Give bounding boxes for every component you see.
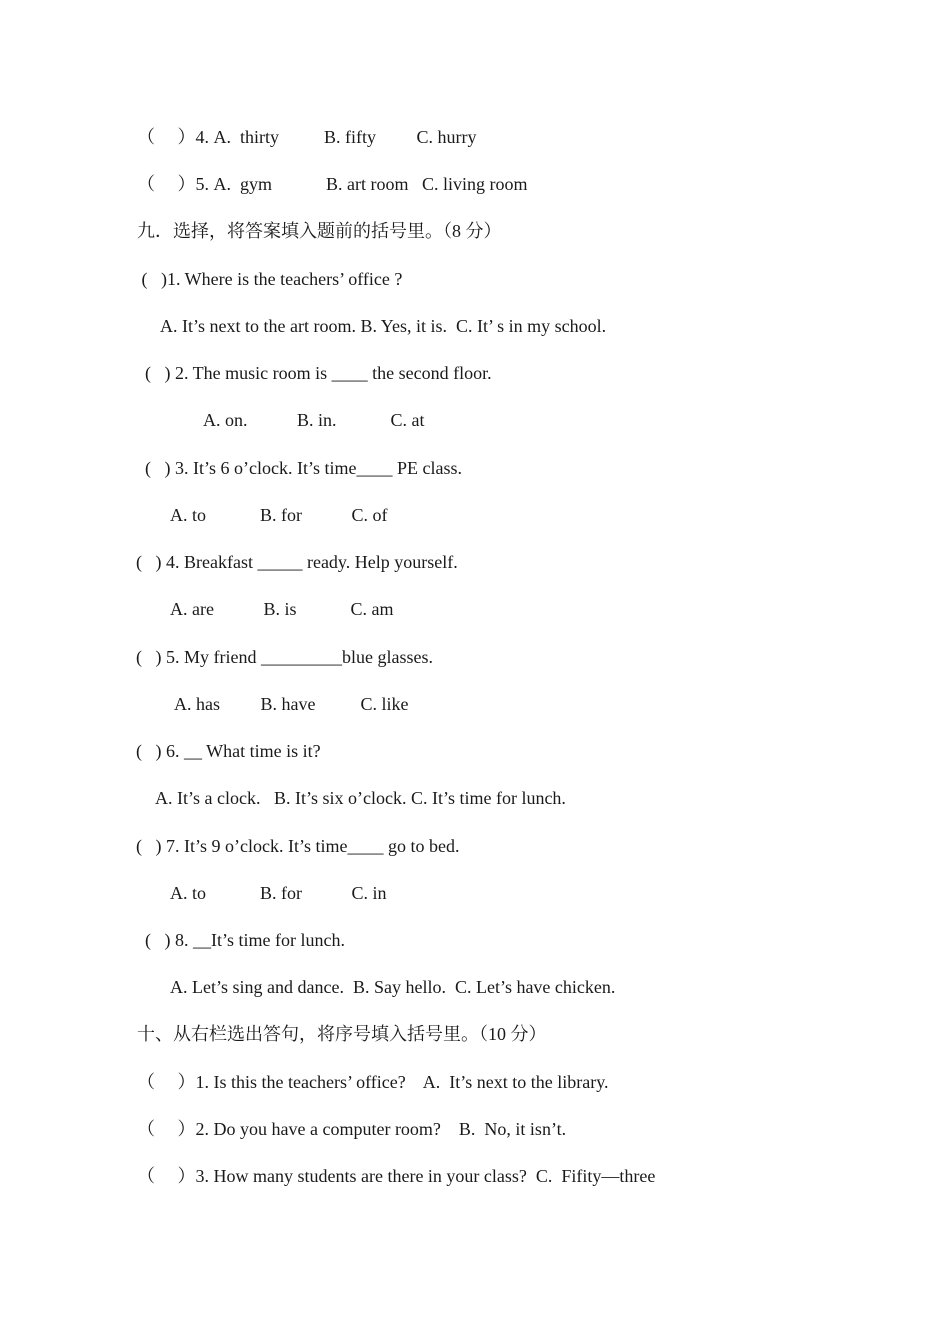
q8-item-4: （ ）4. A. thirty B. fifty C. hurry [137,127,477,147]
section-9-heading: 九．选择，将答案填入题前的括号里。（8 分） [137,221,502,241]
q9-5-question: ( ) 5. My friend _________blue glasses. [136,647,433,667]
q9-1-question: ( )1. Where is the teachers’ office ? [137,269,403,289]
q9-3-options: A. to B. for C. of [170,505,388,525]
q9-8-question: ( ) 8. __It’s time for lunch. [145,930,345,950]
q9-6-options: A. It’s a clock. B. It’s six o’clock. C. It’s time for lunch. [155,788,566,808]
section-10-heading: 十、从右栏选出答句，将序号填入括号里。（10 分） [137,1024,547,1044]
q9-3-question: ( ) 3. It’s 6 o’clock. It’s time____ PE class. [145,458,462,478]
q9-7-question: ( ) 7. It’s 9 o’clock. It’s time____ go to bed. [136,836,460,856]
q9-2-options: A. on. B. in. C. at [203,410,425,430]
q9-6-question: ( ) 6. __ What time is it? [136,741,321,761]
q9-7-options: A. to B. for C. in [170,883,387,903]
q9-4-options: A. are B. is C. am [170,599,394,619]
q8-item-5: （ ）5. A. gym B. art room C. living room [137,174,528,194]
q10-item-3: （ ）3. How many students are there in your class? C. Fifity—three [137,1166,656,1186]
q9-5-options: A. has B. have C. like [174,694,409,714]
q10-item-1: （ ）1. Is this the teachers’ office? A. It’s next to the library. [137,1072,609,1092]
q10-item-2: （ ）2. Do you have a computer room? B. No, it isn’t. [137,1119,567,1139]
q9-8-options: A. Let’s sing and dance. B. Say hello. C. Let’s have chicken. [170,977,616,997]
q9-1-options: A. It’s next to the art room. B. Yes, it is. C. It’ s in my school. [160,316,607,336]
q9-4-question: ( ) 4. Breakfast _____ ready. Help yourself. [136,552,458,572]
q9-2-question: ( ) 2. The music room is ____ the second floor. [145,363,492,383]
